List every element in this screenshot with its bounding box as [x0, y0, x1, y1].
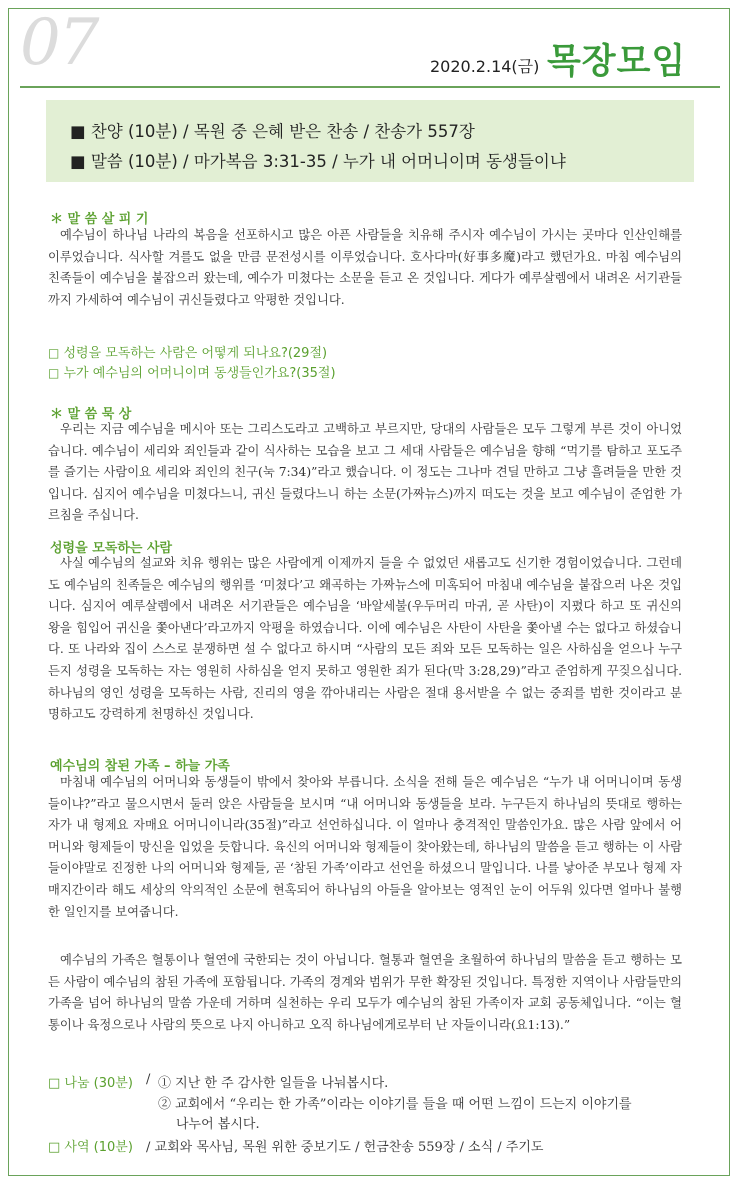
service-text: / 교회와 목사님, 목원 위한 중보기도 / 헌금찬송 559장 / 소식 / 주기도	[146, 1140, 544, 1155]
question-text: 성령을 모독하는 사람은 어떻게 되나요?(29절)	[63, 346, 328, 361]
section-heading-blasphemy: 성령을 모독하는 사람	[50, 541, 173, 556]
page-number: 07	[20, 6, 98, 80]
checkbox-icon: □	[48, 346, 60, 360]
section-body-meditate: 우리는 지금 예수님을 메시아 또는 그리스도라고 고백하고 부르지만, 당대의 사람들은 모두 그렇게 부른 것이 아니었습니다. 예수님이 세리와 죄인들과 같이 식사하는 모습을 보고 그 세대 사람들은 예수님을 향해 “먹기를 탐하고 포도주를 즐기는 사람이요 세리와 죄인의 친구(눅 7:34)”라고 했습니다. 이 정도는 그나마 견딜 만하고 그냥 흘려들을 만한 것입니다. 심지어 예수님을 미쳤다느니, 귀신 들렸다느니 하는 소문(가짜뉴스)까지 떠도는 것을 보고 예수님이 준엄한 가르침을 주십니다.	[48, 422, 682, 523]
section-body-family-1: 마침내 예수님의 어머니와 동생들이 밖에서 찾아와 부릅니다. 소식을 전해 들은 예수님은 “누가 내 어머니이며 동생들이냐?”라고 물으시면서 둘러 앉은 사람들을 보시며 “내 어머니와 동생들을 보라. 누구든지 하나님의 뜻대로 행하는 자가 내 형제요 자매요 어머니이니라(35절)”라고 선언하십니다. 이 얼마나 충격적인 말씀인가요. 많은 사람 앞에서 어머니와 형제들이 망신을 입었을 듯합니다. 육신의 어머니와 형제들이 찾아왔는데, 하나님의 말씀을 듣고 행하는 이 사람들이야말로 진정한 나의 어머니와 형제들, 곧 ‘참된 가족’이라고 선언을 하셨으니 말입니다. 나를 낳아준 부모나 형제 자매지간이라 해도 세상의 악의적인 소문에 현혹되어 하나님의 아들을 알아보는 영적인 눈이 어두워 있다면 얼마나 불행한 일인지를 보여줍니다.	[48, 775, 682, 919]
date: 2020.2.14(금)	[430, 57, 540, 76]
section-body-examine: 예수님이 하나님 나라의 복음을 선포하시고 많은 아픈 사람들을 치유해 주시자 예수님이 가시는 곳마다 인산인해를 이루었습니다. 식사할 겨를도 없을 만큼 문전성시를 이루었습니다. 호사다마(好事多魔)라고 했던가요. 마침 예수님의 친족들이 예수님을 붙잡으러 왔는데, 예수가 미쳤다는 소문을 듣고 온 것입니다. 게다가 예루살렘에서 내려온 서기관들까지 가세하여 예수님이 귀신들렸다고 악평한 것입니다.	[48, 228, 682, 307]
section-heading-meditate: ＊ 말 씀 묵 상	[50, 407, 132, 422]
question-item	[48, 362, 336, 381]
question-text: 누가 예수님의 어머니이며 동생들인가요?(35절)	[63, 366, 336, 381]
section-body-blasphemy: 사실 예수님의 설교와 치유 행위는 많은 사람에게 이제까지 들을 수 없었던 새롭고도 신기한 경험이었습니다. 그런데도 예수님의 친족들은 예수님의 행위를 ‘미쳤다’고 왜곡하는 가짜뉴스에 미혹되어 마침내 예수님을 붙잡으러 나온 것입니다. 심지어 예루살렘에서 내려온 서기관들은 예수님을 ‘바알세불(우두머리 마귀, 곧 사탄)이 지폈다 하고 또 귀신의 왕을 힘입어 귀신을 쫓아낸다’라고까지 악평을 하였습니다. 이에 예수님은 사탄이 사탄을 쫓아낼 수는 없다고 하셨습니다. 또 나라와 집이 스스로 분쟁하면 설 수 없다고 하시며 “사람의 모든 죄와 모든 모독하는 일은 사하심을 얻으나 누구든지 성령을 모독하는 자는 영원히 사하심을 얻지 못하고 영원한 죄가 된다(막 3:28,29)”라고 준엄하게 꾸짖으십니다. 하나님의 영인 성령을 모독하는 사람, 진리의 영을 깎아내리는 사람은 절대 용서받을 수 없는 중죄를 범한 것이라고 분명하고도 강력하게 천명하신 것입니다.	[48, 556, 682, 722]
sharing-item: 나누어 봅시다.	[176, 1117, 260, 1132]
scripture-line: ■ 말씀 (10분) / 마가복음 3:31-35 / 누가 내 어머니이며 동생들이냐	[70, 152, 566, 171]
section-heading-family: 예수님의 참된 가족 – 하늘 가족	[50, 759, 230, 774]
sharing-slash: /	[146, 1072, 151, 1087]
page-title: 목장모임	[547, 41, 687, 82]
sharing-label: □ 나눔 (30분)	[48, 1076, 133, 1091]
header-divider	[20, 86, 720, 88]
service-label: □ 사역 (10분)	[48, 1140, 133, 1155]
question-item	[48, 342, 327, 361]
sharing-item: ① 지난 한 주 감사한 일들을 나눠봅시다.	[158, 1076, 389, 1091]
section-heading-examine: ＊ 말 씀 살 피 기	[50, 212, 149, 227]
checkbox-icon: □	[48, 366, 60, 380]
section-body-family-2: 예수님의 가족은 혈통이나 혈연에 국한되는 것이 아닙니다. 혈통과 혈연을 초월하여 하나님의 말씀을 듣고 행하는 모든 사람이 예수님의 참된 가족에 포함됩니다. 가족의 경계와 범위가 무한 확장된 것입니다. 특정한 지역이나 사람들만의 가족을 넘어 하나님의 말씀 가운데 거하며 실천하는 우리 모두가 예수님의 참된 가족이자 교회 공동체입니다. “이는 혈통이나 육정으로나 사람의 뜻으로 나지 아니하고 오직 하나님에게로부터 난 자들이니라(요1:13).”	[48, 953, 682, 1032]
praise-line: ■ 찬양 (10분) / 목원 중 은혜 받은 찬송 / 찬송가 557장	[70, 122, 475, 141]
sharing-item: ② 교회에서 “우리는 한 가족”이라는 이야기를 들을 때 어떤 느낌이 드는지 이야기를	[158, 1097, 632, 1112]
